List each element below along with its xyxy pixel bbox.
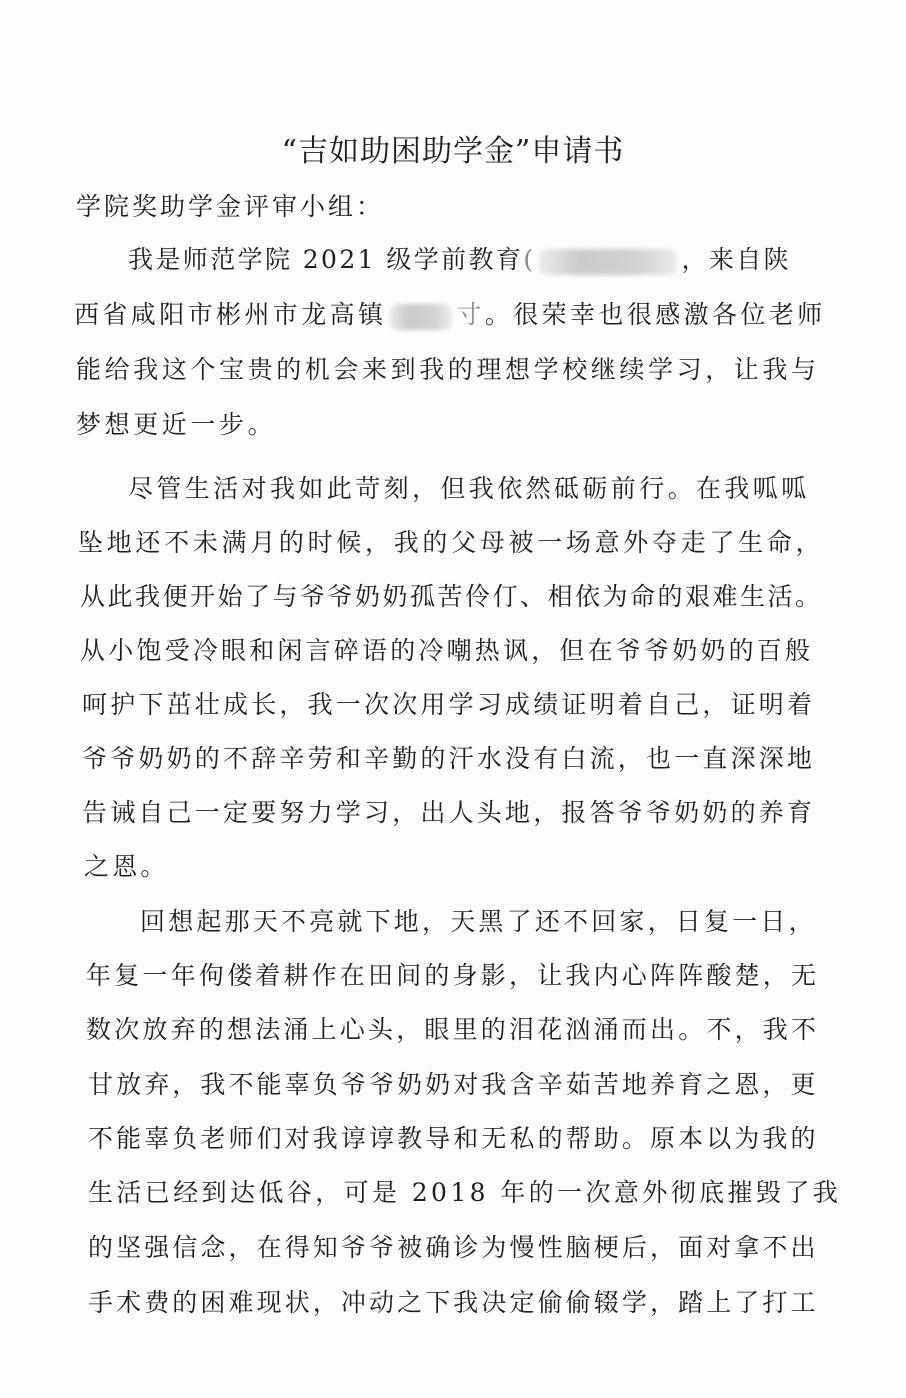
- text-line: [86, 959, 819, 993]
- text-line: [82, 796, 815, 830]
- line-text: 不能辜负老师们对我谆谆教导和无私的帮助。原本以为我的: [88, 1124, 819, 1153]
- text-line: [88, 1231, 819, 1265]
- line-text: 数次放弃的想法涌上心头，眼里的泪花汹涌而出。不，我不: [86, 1015, 820, 1044]
- line-text: 坠地还不未满月的时候，我的父母被一场意外夺走了生命，: [78, 528, 825, 557]
- line-text: 从此我便开始了与爷爷奶奶孤苦伶仃、相依为命的艰难生活。: [80, 582, 823, 611]
- text-line: [80, 580, 823, 614]
- line-text: 的坚强信念，在得知爷爷被确诊为慢性脑梗后，面对拿不出: [88, 1233, 819, 1262]
- text-line: [76, 353, 820, 387]
- text-line: [74, 298, 826, 332]
- bleed-through-char: 寸: [456, 300, 485, 329]
- line-text: 能给我这个宝贵的机会来到我的理想学校继续学习，让我与: [76, 355, 820, 384]
- line-text: 生活已经到达低谷，可是 2018 年的一次意外彻底摧毁了我: [88, 1178, 842, 1207]
- line-text: 手术费的困难现状，冲动之下我决定偷偷辍学，踏上了打工: [88, 1288, 819, 1317]
- line-text: 年复一年佝偻着耕作在田间的身影，让我内心阵阵酸楚，无: [86, 961, 820, 990]
- text-line: [78, 526, 824, 560]
- line-text: 爷爷奶奶的不辞辛劳和辛勤的汗水没有白流，也一直深深地: [82, 744, 816, 773]
- line-text: 。很荣幸也很感激各位老师: [484, 300, 826, 329]
- text-line: [80, 634, 813, 668]
- text-line: [88, 1286, 819, 1320]
- line-text: 尽管生活对我如此苛刻，但我依然砥砺前行。在我呱呱: [128, 474, 810, 503]
- line-text: 梦想更近一步。: [76, 410, 277, 439]
- text-line: [88, 1122, 819, 1156]
- line-text: 之恩。: [84, 852, 169, 881]
- line-text: 甘放弃，我不能辜负爷爷奶奶对我含辛茹苦地养育之恩，更: [88, 1070, 819, 1099]
- bleed-through-char: (: [523, 245, 536, 274]
- line-text: 回想起那天不亮就下地，天黑了还不回家，日复一日，: [140, 907, 817, 936]
- text-line: [84, 850, 169, 884]
- redacted-name: [539, 249, 677, 275]
- text-line: [140, 905, 817, 939]
- line-text: 我是师范学院 2021 级学前教育: [128, 245, 524, 274]
- text-line: [88, 1068, 819, 1102]
- line-text: 西省咸阳市彬州市龙高镇: [74, 300, 387, 329]
- document-title: “吉如助困助学金”申请书: [281, 134, 625, 169]
- line-text: ，来自陕: [681, 245, 792, 274]
- text-line: [82, 688, 815, 722]
- line-text: 告诫自己一定要努力学习，出人头地，报答爷爷奶奶的养育: [82, 798, 816, 827]
- redacted-village: [390, 304, 452, 330]
- text-line: [128, 472, 810, 506]
- text-line: [76, 408, 276, 442]
- line-text: 从小饱受冷眼和闲言碎语的冷嘲热讽，但在爷爷奶奶的百般: [80, 636, 814, 665]
- text-line: [82, 742, 815, 776]
- line-text: 呵护下茁壮成长，我一次次用学习成绩证明着自己，证明着: [82, 690, 816, 719]
- salutation: 学院奖助学金评审小组：: [76, 192, 385, 221]
- text-line: [128, 243, 791, 277]
- text-line: [88, 1176, 841, 1210]
- text-line: [86, 1013, 819, 1047]
